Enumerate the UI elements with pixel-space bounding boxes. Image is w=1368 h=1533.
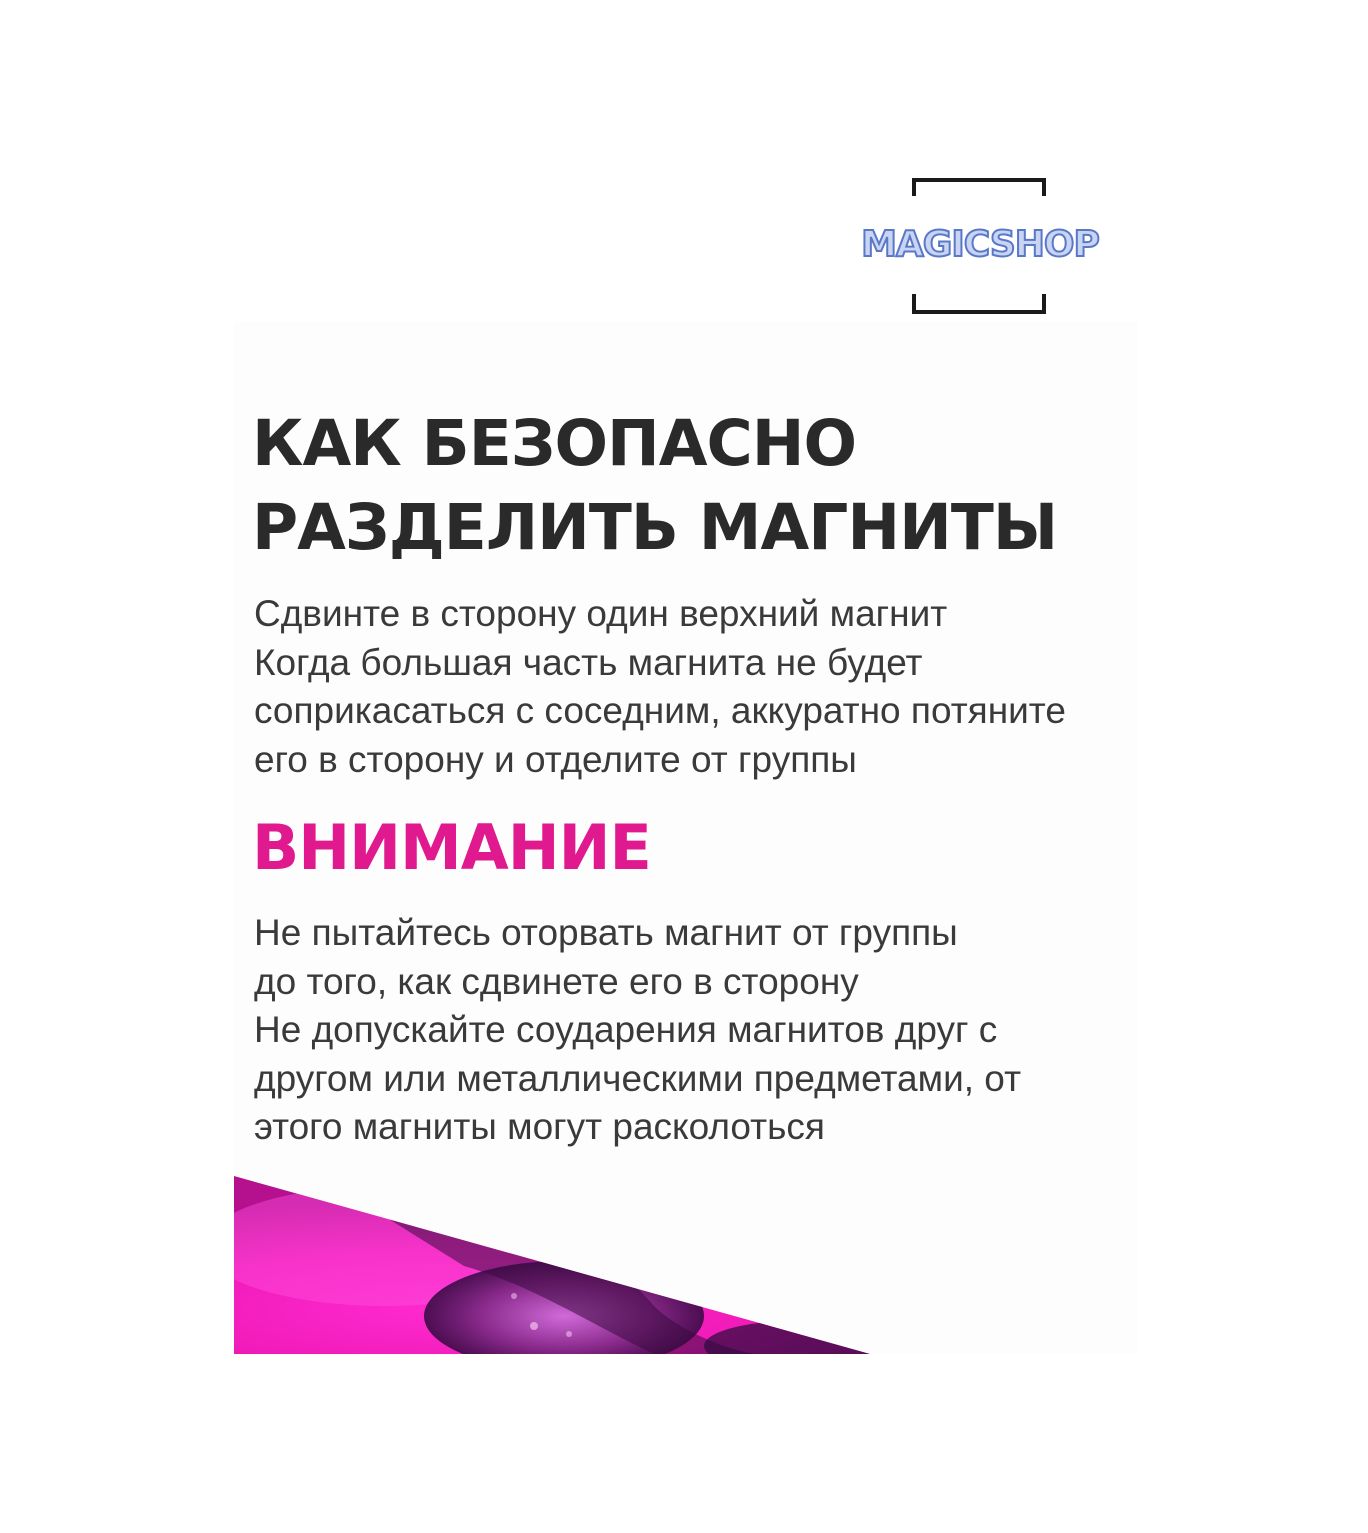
instruction-line: Сдвинте в сторону один верхний магнит bbox=[254, 593, 948, 634]
warning-heading: ВНИМАНИЕ bbox=[252, 811, 651, 884]
warning-line: другом или металлическими предметами, от bbox=[254, 1057, 1022, 1099]
instruction-line: соприкасаться с соседним, аккуратно потяните bbox=[254, 690, 1066, 731]
warning-line: Не допускайте соударения магнитов друг с bbox=[254, 1009, 998, 1050]
brand-logo bbox=[845, 178, 1115, 314]
logo-text: MAGICSHOP bbox=[861, 224, 1099, 265]
logo-frame-top bbox=[912, 178, 1046, 196]
warning-line: до того, как сдвинете его в сторону bbox=[254, 960, 859, 1002]
title-line-2: РАЗДЕЛИТЬ МАГНИТЫ bbox=[252, 491, 1058, 564]
warning-line: Не пытайтесь оторвать магнит от группы bbox=[254, 912, 958, 953]
page-title bbox=[252, 402, 1057, 570]
title-line-1: КАК БЕЗОПАСНО bbox=[252, 407, 857, 480]
instruction-card bbox=[234, 322, 1138, 1354]
logo-frame-bottom bbox=[912, 294, 1046, 314]
magnets-photo-banner bbox=[234, 1176, 1138, 1354]
instructions-text bbox=[254, 590, 1066, 784]
instruction-line: его в сторону и отделите от группы bbox=[254, 738, 857, 780]
warning-line: этого магниты могут расколоться bbox=[254, 1106, 825, 1147]
instruction-line: Когда большая часть магнита не будет bbox=[254, 641, 923, 683]
warning-text bbox=[254, 909, 1021, 1152]
